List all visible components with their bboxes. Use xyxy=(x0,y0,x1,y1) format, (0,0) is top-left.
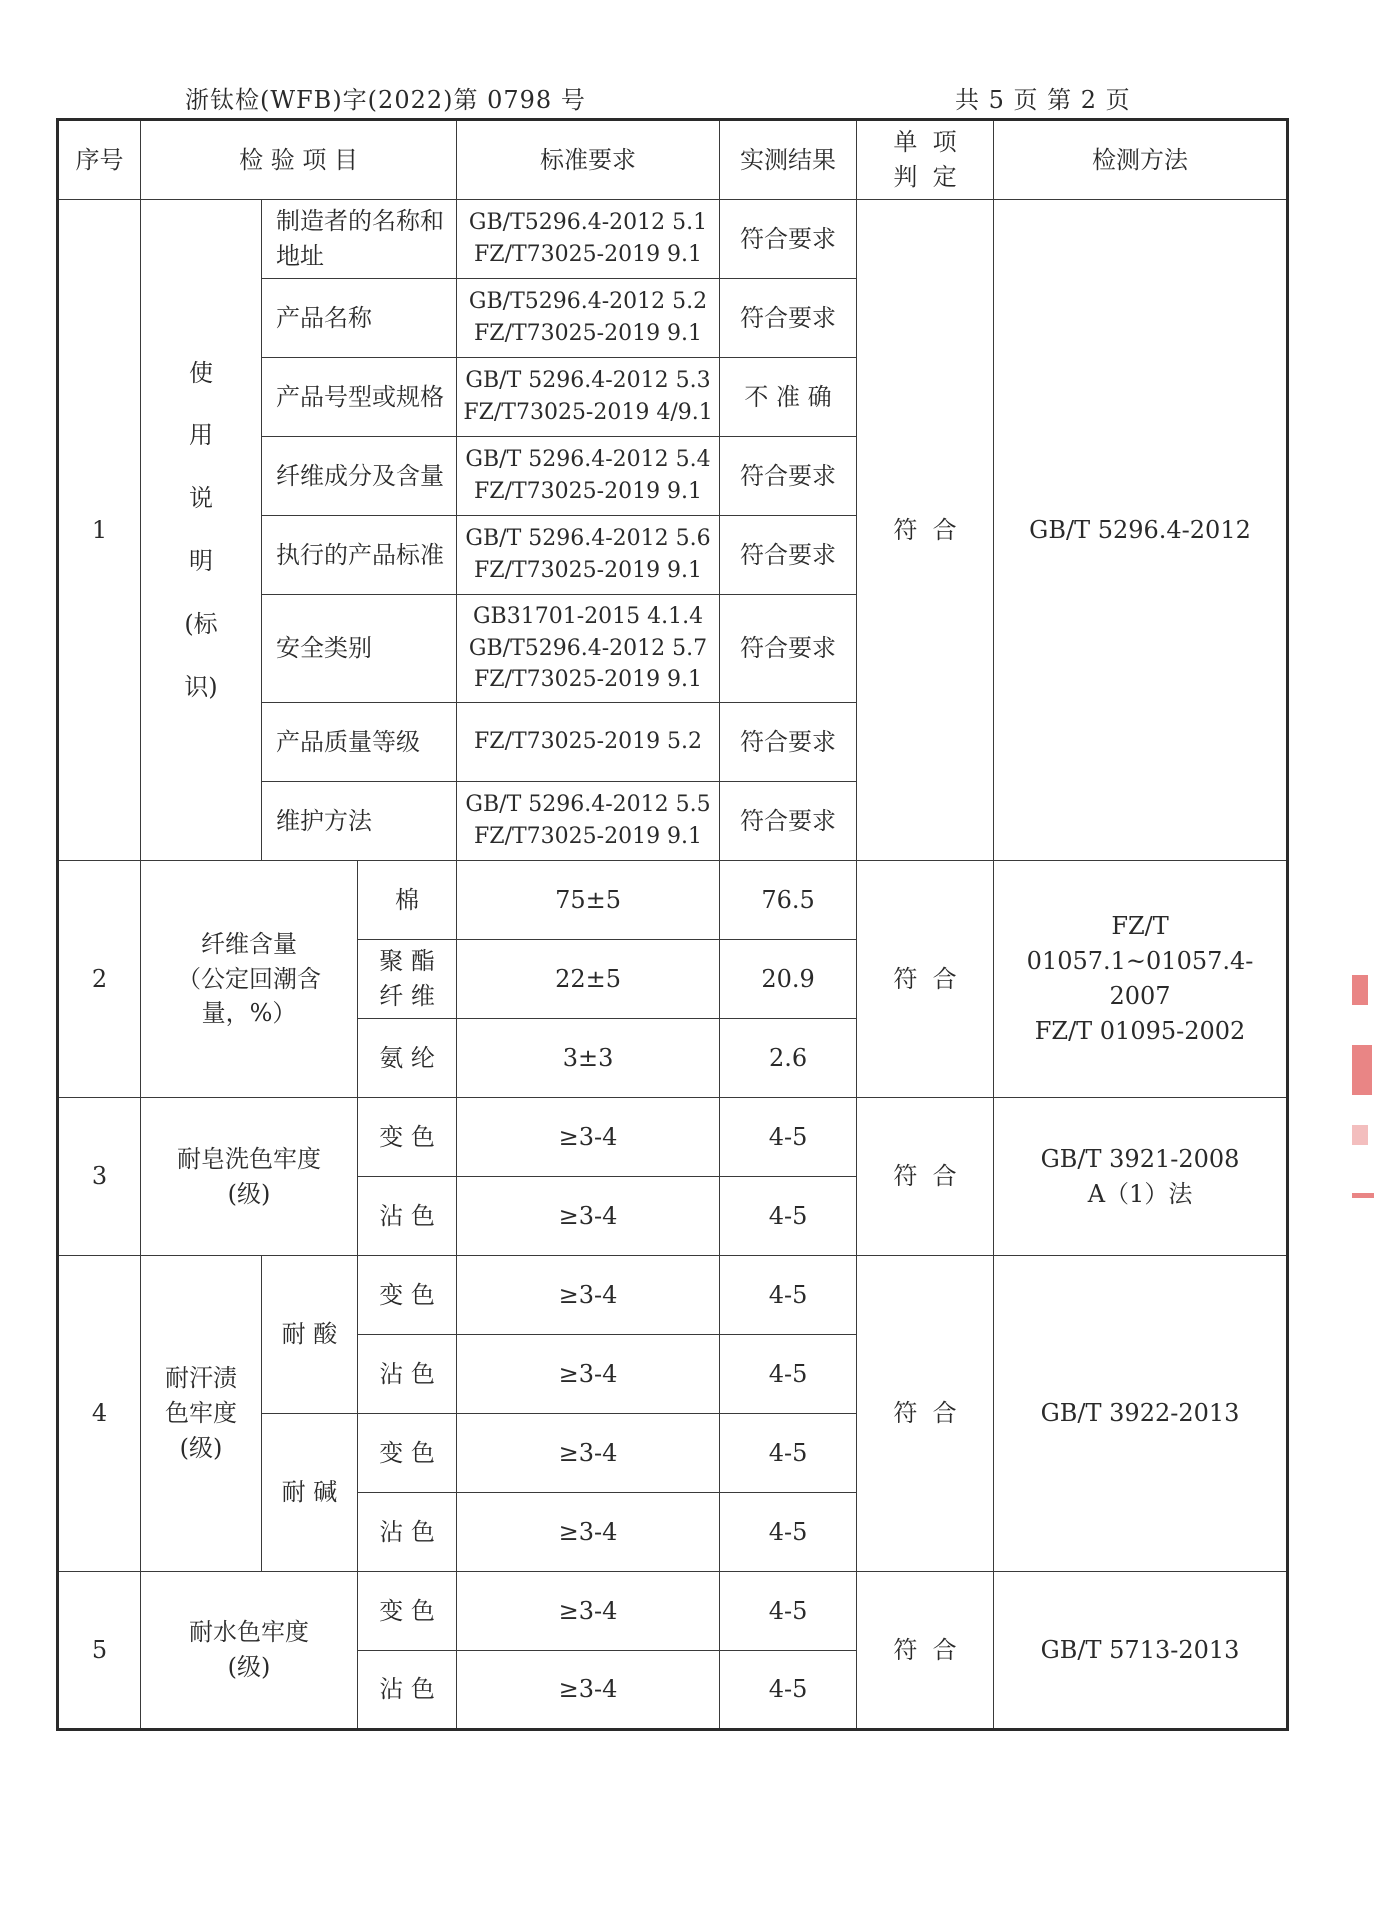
row1-item-standard: GB/T5296.4-2012 5.1 FZ/T73025-2019 9.1 xyxy=(457,200,720,279)
row1-category: 使 用 说 明 (标 识) xyxy=(141,200,262,861)
inspection-table xyxy=(56,118,1289,1731)
row1-item-standard: GB/T 5296.4-2012 5.3 FZ/T73025-2019 4/9.1 xyxy=(457,358,720,437)
row4-judgement: 符 合 xyxy=(857,1256,994,1572)
row1-item-standard: GB/T5296.4-2012 5.2 FZ/T73025-2019 9.1 xyxy=(457,279,720,358)
row5-sub-standard: ≥3-4 xyxy=(457,1651,720,1730)
header-method: 检测方法 xyxy=(994,120,1288,200)
seal-fragment xyxy=(1352,1193,1374,1198)
row3-sub-standard: ≥3-4 xyxy=(457,1098,720,1177)
row4-sub-result: 4-5 xyxy=(720,1414,857,1493)
row5-sub-result: 4-5 xyxy=(720,1651,857,1730)
row1-item-result: 符合要求 xyxy=(720,782,857,861)
header-judgement-line2: 判 定 xyxy=(893,163,957,191)
row1-item-standard: GB/T 5296.4-2012 5.6 FZ/T73025-2019 9.1 xyxy=(457,516,720,595)
row1-item-name: 产品号型或规格 xyxy=(262,358,457,437)
row3-name: 耐皂洗色牢度 (级) xyxy=(141,1098,358,1256)
row2-sub-result: 20.9 xyxy=(720,940,857,1019)
header-result: 实测结果 xyxy=(720,120,857,200)
header-judgement xyxy=(857,120,994,200)
row3-sub-name: 沾 色 xyxy=(358,1177,457,1256)
row3-sub-name: 变 色 xyxy=(358,1098,457,1177)
row1-judgement: 符 合 xyxy=(857,200,994,861)
header-judgement-line1: 单 项 xyxy=(893,128,957,157)
row1-item-result: 符合要求 xyxy=(720,437,857,516)
report-number: 浙钛检(WFB)字(2022)第 0798 号 xyxy=(185,86,586,114)
row1-item-result: 符合要求 xyxy=(720,516,857,595)
row1-item-standard: FZ/T73025-2019 5.2 xyxy=(457,703,720,782)
row2-seq: 2 xyxy=(58,861,141,1098)
row4-sub-standard: ≥3-4 xyxy=(457,1414,720,1493)
row1-item-result: 符合要求 xyxy=(720,200,857,279)
row1-item-name: 产品质量等级 xyxy=(262,703,457,782)
page-info: 共 5 页 第 2 页 xyxy=(955,86,1131,114)
row5-sub-standard: ≥3-4 xyxy=(457,1572,720,1651)
row2-sub-name: 棉 xyxy=(358,861,457,940)
row3-seq: 3 xyxy=(58,1098,141,1256)
row1-item-result: 不 准 确 xyxy=(720,358,857,437)
row4-acid: 耐 酸 xyxy=(262,1256,358,1414)
row2-name: 纤维含量 （公定回潮含 量，%） xyxy=(141,861,358,1098)
row1-item-name: 纤维成分及含量 xyxy=(262,437,457,516)
row1-item-name: 制造者的名称和地址 xyxy=(262,200,457,279)
row4-sub-result: 4-5 xyxy=(720,1335,857,1414)
table-row xyxy=(58,200,1288,279)
row5-judgement: 符 合 xyxy=(857,1572,994,1730)
row5-sub-name: 沾 色 xyxy=(358,1651,457,1730)
seal-fragment xyxy=(1352,1125,1368,1145)
row5-seq: 5 xyxy=(58,1572,141,1730)
row1-method: GB/T 5296.4-2012 xyxy=(994,200,1288,861)
row3-sub-result: 4-5 xyxy=(720,1177,857,1256)
table-header-row xyxy=(58,120,1288,200)
row4-sub-name: 沾 色 xyxy=(358,1493,457,1572)
row4-sub-result: 4-5 xyxy=(720,1493,857,1572)
row4-name: 耐汗渍 色牢度 (级) xyxy=(141,1256,262,1572)
row2-sub-name: 聚 酯 纤 维 xyxy=(358,940,457,1019)
row2-judgement: 符 合 xyxy=(857,861,994,1098)
row1-item-name: 执行的产品标准 xyxy=(262,516,457,595)
table-row xyxy=(58,1098,1288,1177)
row1-seq: 1 xyxy=(58,200,141,861)
header-seq: 序号 xyxy=(58,120,141,200)
row2-sub-standard: 22±5 xyxy=(457,940,720,1019)
header-item: 检 验 项 目 xyxy=(141,120,457,200)
row5-method: GB/T 5713-2013 xyxy=(994,1572,1288,1730)
row1-item-name: 安全类别 xyxy=(262,595,457,703)
row4-method: GB/T 3922-2013 xyxy=(994,1256,1288,1572)
row1-item-name: 维护方法 xyxy=(262,782,457,861)
row1-item-result: 符合要求 xyxy=(720,279,857,358)
row3-judgement: 符 合 xyxy=(857,1098,994,1256)
row2-sub-standard: 75±5 xyxy=(457,861,720,940)
seal-fragment xyxy=(1352,1045,1372,1095)
row4-sub-result: 4-5 xyxy=(720,1256,857,1335)
seal-fragment xyxy=(1352,975,1368,1005)
row2-method: FZ/T 01057.1~01057.4-2007 FZ/T 01095-2002 xyxy=(994,861,1288,1098)
table-row xyxy=(58,1256,1288,1335)
row4-alkali: 耐 碱 xyxy=(262,1414,358,1572)
row1-item-standard: GB/T 5296.4-2012 5.5 FZ/T73025-2019 9.1 xyxy=(457,782,720,861)
row1-item-result: 符合要求 xyxy=(720,595,857,703)
row3-method: GB/T 3921-2008 A（1）法 xyxy=(994,1098,1288,1256)
row5-name: 耐水色牢度 (级) xyxy=(141,1572,358,1730)
row2-sub-standard: 3±3 xyxy=(457,1019,720,1098)
row4-sub-name: 变 色 xyxy=(358,1256,457,1335)
row4-sub-standard: ≥3-4 xyxy=(457,1493,720,1572)
row4-sub-name: 变 色 xyxy=(358,1414,457,1493)
row1-item-standard: GB31701-2015 4.1.4 GB/T5296.4-2012 5.7 FZ/T73025-2019 9.1 xyxy=(457,595,720,703)
row2-sub-result: 2.6 xyxy=(720,1019,857,1098)
table-row xyxy=(58,861,1288,940)
row2-sub-result: 76.5 xyxy=(720,861,857,940)
row4-sub-standard: ≥3-4 xyxy=(457,1335,720,1414)
row1-item-standard: GB/T 5296.4-2012 5.4 FZ/T73025-2019 9.1 xyxy=(457,437,720,516)
row4-seq: 4 xyxy=(58,1256,141,1572)
table-row xyxy=(58,1572,1288,1651)
row1-item-name: 产品名称 xyxy=(262,279,457,358)
row4-sub-standard: ≥3-4 xyxy=(457,1256,720,1335)
row1-item-result: 符合要求 xyxy=(720,703,857,782)
row5-sub-result: 4-5 xyxy=(720,1572,857,1651)
row5-sub-name: 变 色 xyxy=(358,1572,457,1651)
row3-sub-standard: ≥3-4 xyxy=(457,1177,720,1256)
row3-sub-result: 4-5 xyxy=(720,1098,857,1177)
row2-sub-name: 氨 纶 xyxy=(358,1019,457,1098)
row4-sub-name: 沾 色 xyxy=(358,1335,457,1414)
header-standard: 标准要求 xyxy=(457,120,720,200)
